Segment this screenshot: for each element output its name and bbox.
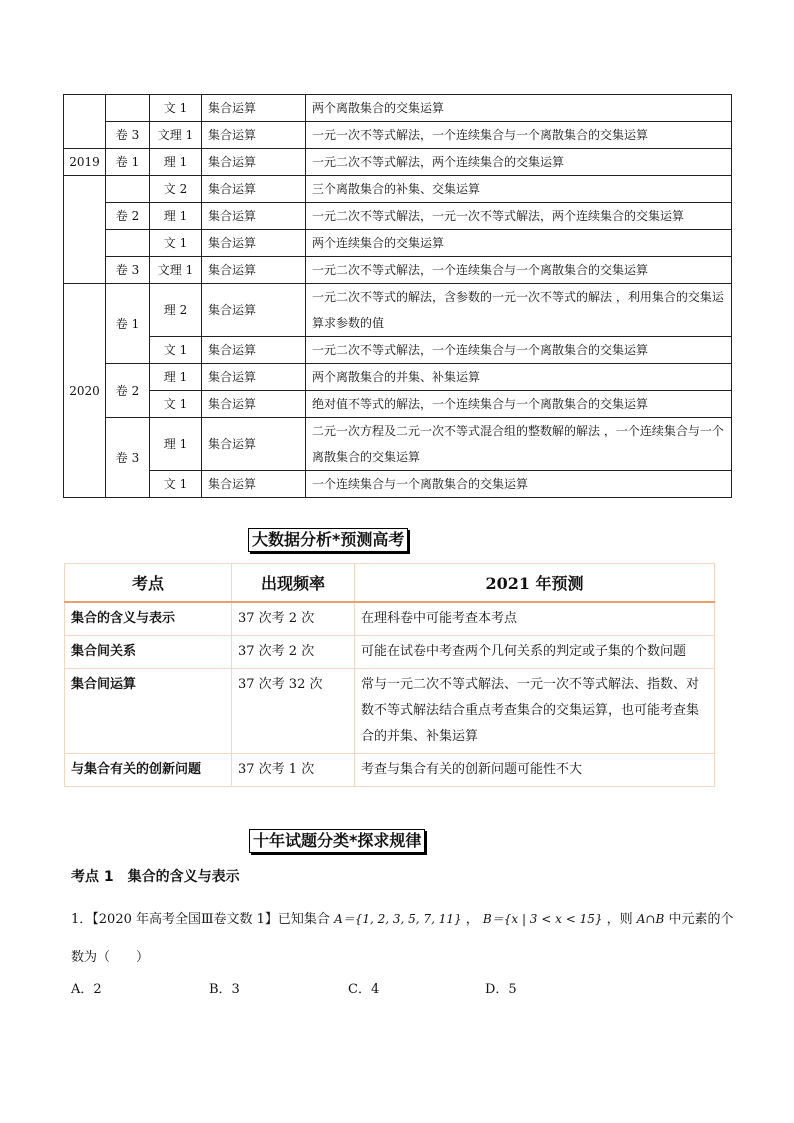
- table-row: [64, 203, 732, 230]
- topic-cell: 集合运算: [202, 257, 306, 284]
- topic-cell: 集合运算: [202, 337, 306, 364]
- paper-cell: 卷 1: [106, 149, 150, 176]
- table-row: [64, 122, 732, 149]
- paper-cell: [106, 95, 150, 122]
- frequency-cell: 37 次考 2 次: [232, 602, 355, 636]
- table-row: [65, 754, 715, 787]
- table-row: [64, 471, 732, 498]
- content-cell: 一元二次不等式解法，一个连续集合与一个离散集合的交集运算: [306, 257, 732, 284]
- content-cell: 一元二次不等式的解法，含参数的一元一次不等式的解法 ，利用集合的交集运算求参数的值: [306, 284, 732, 337]
- table-row: [64, 230, 732, 257]
- topic-cell: 集合运算: [202, 418, 306, 471]
- table-row: [64, 391, 732, 418]
- frequency-cell: 37 次考 2 次: [232, 636, 355, 669]
- topic-cell: 集合运算: [202, 203, 306, 230]
- kaodian-cell: 集合间关系: [65, 636, 232, 669]
- prediction-cell: 可能在试卷中考查两个几何关系的判定或子集的个数问题: [355, 636, 715, 669]
- set-b-expression: B＝{x | 3 < x < 15}: [482, 912, 603, 926]
- table-row: [64, 418, 732, 471]
- subject-cell: 理 1: [150, 418, 202, 471]
- year-cell: [64, 95, 106, 149]
- subject-cell: 文 1: [150, 95, 202, 122]
- option-b: B．3: [209, 982, 240, 997]
- table-row: [64, 364, 732, 391]
- topic-cell: 集合运算: [202, 391, 306, 418]
- prediction-cell: 考查与集合有关的创新问题可能性不大: [355, 754, 715, 787]
- subject-cell: 文 1: [150, 230, 202, 257]
- kaodian-cell: 集合的含义与表示: [65, 602, 232, 636]
- subject-cell: 文 1: [150, 471, 202, 498]
- content-cell: 三个离散集合的补集、交集运算: [306, 176, 732, 203]
- subject-cell: 文理 1: [150, 122, 202, 149]
- content-cell: 一元二次不等式解法，一元一次不等式解法，两个连续集合的交集运算: [306, 203, 732, 230]
- paper-cell: 卷 3: [106, 122, 150, 149]
- frequency-cell: 37 次考 1 次: [232, 754, 355, 787]
- prediction-cell: 常与一元二次不等式解法、一元一次不等式解法、指数、对数不等式解法结合重点考查集合的交集运算，也可能考查集合的并集、补集运算: [355, 669, 715, 754]
- subject-cell: 理 1: [150, 203, 202, 230]
- paper-cell: 卷 2: [106, 364, 150, 418]
- question-separator: ，: [465, 912, 479, 927]
- topic-cell: 集合运算: [202, 284, 306, 337]
- exam-record-table: [63, 94, 732, 498]
- topic-cell: 集合运算: [202, 176, 306, 203]
- content-cell: 二元一次方程及二元一次不等式混合组的整数解的解法 ，一个连续集合与一个离散集合的交集运算: [306, 418, 732, 471]
- subject-cell: 文 1: [150, 337, 202, 364]
- kaodian-1-title: 考点 1 集合的含义与表示: [71, 869, 240, 885]
- topic-cell: 集合运算: [202, 364, 306, 391]
- table-row: [64, 149, 732, 176]
- content-cell: 一个连续集合与一个离散集合的交集运算: [306, 471, 732, 498]
- content-cell: 一元二次不等式解法，一个连续集合与一个离散集合的交集运算: [306, 337, 732, 364]
- subject-cell: 文 1: [150, 391, 202, 418]
- year-cell: 2020: [64, 284, 106, 498]
- table-row: [64, 176, 732, 203]
- intersection-expression: A∩B: [636, 912, 665, 926]
- subject-cell: 理 1: [150, 364, 202, 391]
- table-row: [65, 602, 715, 636]
- content-cell: 一元一次不等式解法，一个连续集合与一个离散集合的交集运算: [306, 122, 732, 149]
- section-title-classification: 十年试题分类*探求规律: [249, 829, 425, 853]
- kaodian-cell: 与集合有关的创新问题: [65, 754, 232, 787]
- table-row: [64, 95, 732, 122]
- paper-cell: [106, 230, 150, 257]
- content-cell: 两个离散集合的交集运算: [306, 95, 732, 122]
- content-cell: 绝对值不等式的解法，一个连续集合与一个离散集合的交集运算: [306, 391, 732, 418]
- section-title-analysis: 大数据分析*预测高考: [248, 528, 408, 552]
- subject-cell: 文 2: [150, 176, 202, 203]
- topic-cell: 集合运算: [202, 95, 306, 122]
- paper-cell: 卷 1: [106, 284, 150, 364]
- table-row: [64, 284, 732, 337]
- topic-cell: 集合运算: [202, 149, 306, 176]
- topic-cell: 集合运算: [202, 230, 306, 257]
- content-cell: 一元二次不等式解法，两个连续集合的交集运算: [306, 149, 732, 176]
- paper-cell: [106, 176, 150, 203]
- question-1-stem: [71, 908, 733, 927]
- subject-cell: 文理 1: [150, 257, 202, 284]
- set-a-expression: A＝{1, 2, 3, 5, 7, 11}: [334, 912, 462, 926]
- analysis-table: [64, 563, 715, 787]
- prediction-cell: 在理科卷中可能考查本考点: [355, 602, 715, 636]
- subject-cell: 理 1: [150, 149, 202, 176]
- table-row: [64, 337, 732, 364]
- question-prefix: 1．【2020 年高考全国Ⅲ卷文数 1】已知集合: [71, 912, 330, 927]
- option-a: A．2: [71, 982, 102, 997]
- content-cell: 两个连续集合的交集运算: [306, 230, 732, 257]
- paper-cell: 卷 2: [106, 203, 150, 230]
- question-suffix: 中元素的个: [668, 912, 734, 927]
- topic-cell: 集合运算: [202, 471, 306, 498]
- column-header: 考点: [65, 564, 232, 603]
- option-c: C．4: [348, 982, 380, 997]
- year-cell: [64, 176, 106, 284]
- table-header-row: [65, 564, 715, 603]
- column-header: 出现频率: [232, 564, 355, 603]
- table-row: [64, 257, 732, 284]
- content-cell: 两个离散集合的并集、补集运算: [306, 364, 732, 391]
- table-row: [65, 636, 715, 669]
- table-row: [65, 669, 715, 754]
- kaodian-cell: 集合间运算: [65, 669, 232, 754]
- question-1-line2: 数为（ ）: [71, 950, 150, 965]
- paper-cell: 卷 3: [106, 418, 150, 498]
- frequency-cell: 37 次考 32 次: [232, 669, 355, 754]
- subject-cell: 理 2: [150, 284, 202, 337]
- column-header: 2021 年预测: [355, 564, 715, 603]
- paper-cell: 卷 3: [106, 257, 150, 284]
- topic-cell: 集合运算: [202, 122, 306, 149]
- year-cell: 2019: [64, 149, 106, 176]
- option-d: D．5: [485, 982, 517, 997]
- question-mid: ，则: [606, 912, 633, 927]
